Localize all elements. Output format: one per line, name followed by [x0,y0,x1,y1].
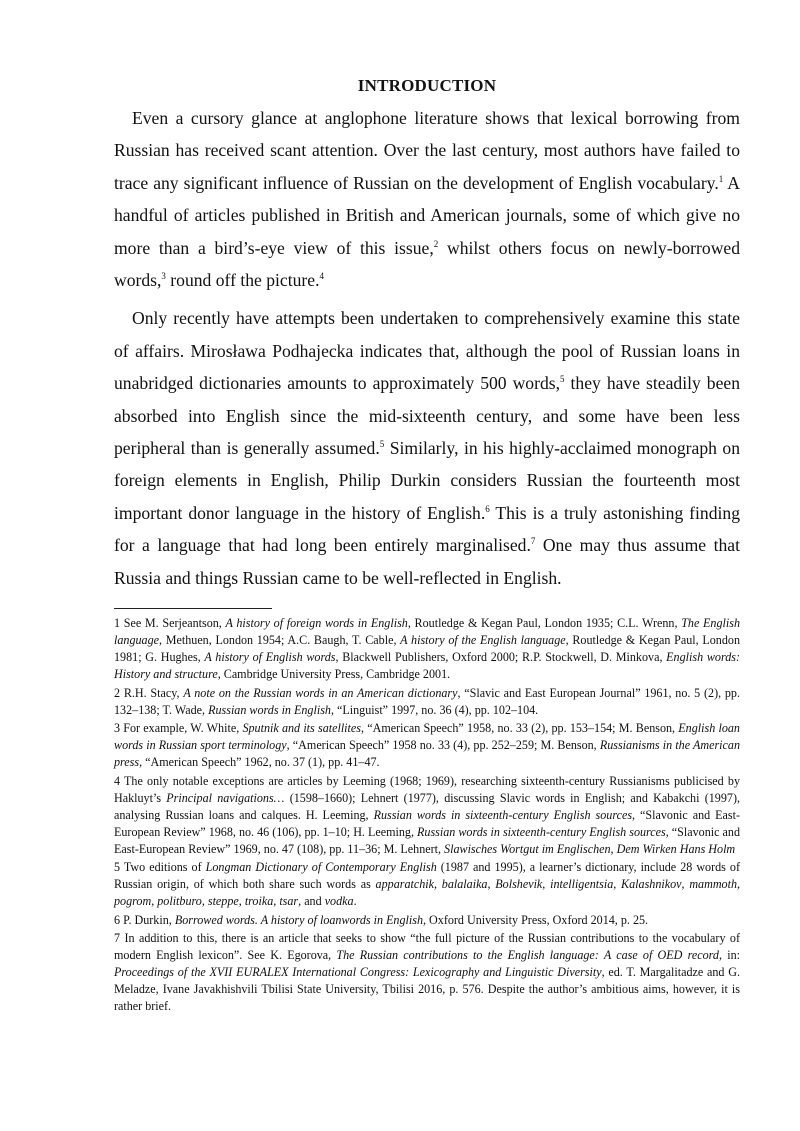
fn-title: The English language [114,616,740,648]
footnote-ref[interactable]: 4 [319,271,324,282]
fn-text: , Cambridge University Press, Cambridge 2001. [217,667,451,682]
fn-title: Longman Dictionary of Contemporary English [205,860,437,875]
fn-title: Sputnik and its satellites [242,721,361,736]
fn-text: . [353,894,357,909]
fn-word: Kalashnikov [621,877,682,892]
fn-text: 1 See M. Serjeantson, [114,616,226,631]
fn-word: vodka [324,894,354,909]
text-run: round off the picture. [165,270,320,291]
fn-text: , [238,894,245,909]
footnote-ref[interactable]: 1 [718,173,724,184]
fn-title: A history of foreign words in English [225,616,408,631]
document-page [114,72,740,1017]
fn-word: troika [244,894,274,909]
fn-text: , [613,877,622,892]
footnote-ref[interactable]: 3 [161,271,166,282]
fn-title: Russian words in English [208,702,331,717]
footnote-ref[interactable]: 7 [530,536,536,547]
footnote-7 [114,930,740,1015]
footnote-3 [114,720,740,771]
fn-text: , “Linguist” 1997, no. 36 (4), pp. 102–104. [330,702,539,717]
fn-text: , Methuen, London 1954; A.C. Baugh, T. Cable, [159,633,401,648]
fn-word: pogrom [114,894,152,909]
fn-title: Proceedings of the XVII EURALEX International Congress: Lexicography and Linguistic Diversity [114,965,602,980]
text-run: whilst others focus on newly-borrowed words, [114,237,741,291]
fn-text: 3 For example, W. White, [114,721,243,736]
fn-text: , [681,877,690,892]
text-run: One may thus assume that Russia and things Russian came to be well-reflected in English. [114,535,740,588]
fn-title: English words: History and structure [114,650,740,682]
fn-text: , [151,894,158,909]
body-paragraph-1 [114,102,740,296]
fn-text: (1598–1660); Lehnert (1977), discussing Slavic words in English; and Kabakchi (1997), analysing Russian loans and calques. H. Leeming, [114,790,740,822]
text-run: Similarly, in his highly-acclaimed monograph on foreign elements in English, Philip Durkin considers Russian the fourteenth most important donor language in the history of English. [114,438,741,523]
fn-text: 2 R.H. Stacy, [114,685,184,700]
footnote-5 [114,859,740,910]
fn-text: 4 The only notable exceptions are articles by Leeming (1968; 1969), researching sixteenth-century Russianisms publicised by Hakluyt’s [114,773,740,805]
fn-word: apparatchik [375,877,434,892]
fn-text: , [737,877,741,892]
fn-text: , [273,894,280,909]
footnote-separator [114,608,272,609]
fn-text: , “American Speech” 1958, no. 33 (2), pp. 153–154; M. Benson, [360,721,679,736]
fn-text: , Routledge & Kegan Paul, London 1935; C.L. Wrenn, [407,616,682,631]
footnote-ref[interactable]: 6 [485,503,490,514]
fn-title: A history of the English language [400,633,566,648]
footnote-6 [114,912,740,929]
fn-text: , and [298,894,325,909]
fn-text: 6 P. Durkin, [114,912,175,927]
fn-word: intelligentsia [550,877,614,892]
fn-text: , [434,877,442,892]
fn-text: , ed. T. Margalitadze and G. Meladze, Ivane Javakhishvili Tbilisi State University, Tbilisi 2016, p. 576. Despite the author’s ambitious aims, however, it is rather brief. [114,965,740,1014]
fn-title: A history of English words [204,650,336,665]
text-run: A handful of articles published in British and American journals, some of which give no more than a bird’s-eye view of this issue, [114,172,740,258]
footnote-ref[interactable]: 2 [433,238,439,249]
fn-title: Russian words in sixteenth-century English sources [373,807,633,822]
fn-text: , [201,894,208,909]
section-heading: INTRODUCTION [357,76,497,95]
fn-word: politburo [157,894,202,909]
fn-title: Borrowed words. A history of loanwords in English [174,912,423,927]
fn-text: , in: [718,948,740,963]
fn-word: balalaika [441,877,488,892]
fn-title: A note on the Russian words in an American dictionary [183,685,458,700]
fn-text: , Blackwell Publishers, Oxford 2000; R.P. Stockwell, D. Minkova, [335,650,667,665]
fn-title: Russian words in sixteenth-century English sources [417,824,666,839]
footnote-4 [114,773,740,858]
fn-text: 5 Two editions of [114,860,206,875]
body-paragraph-2 [114,302,740,594]
fn-text: 7 In addition to this, there is an article that seeks to show “the full picture of the Russian contributions to the vocabulary of modern English lexicon”. See K. Egorova, [114,931,740,963]
fn-word: tsar [279,894,299,909]
footnote-ref[interactable]: 5 [379,439,385,450]
footnote-ref[interactable]: 5 [560,374,565,385]
text-run: Even a cursory glance at anglophone literature shows that lexical borrowing from Russian has received scant attention. Over the last century, most authors have failed to trace any significant influence of Russian on the development of English vocabulary. [114,108,740,193]
text-run: Only recently have attempts been undertaken to comprehensively examine this state of affairs. Mirosława Podhajecka indicates that, although the pool of Russian loans in unabridged dictionaries amounts to approximately 500 words, [114,308,740,394]
fn-word: mammoth [689,877,738,892]
fn-text: , “American Speech” 1958 no. 33 (4), pp. 252–259; M. Benson, [286,738,600,753]
fn-text: , Routledge & Kegan Paul, London 1981; G. Hughes, [114,633,740,665]
fn-text: , “American Speech” 1962, no. 37 (1), pp. 41–47. [139,755,380,770]
fn-word: steppe [207,894,239,909]
text-run: they have steadily been absorbed into English since the mid-sixteenth century, and some have been less peripheral than is generally assumed. [114,373,740,459]
fn-title: Principal navigations… [166,790,285,805]
fn-word: Bolshevik [495,877,543,892]
fn-text: , [487,877,496,892]
fn-text: , Oxford University Press, Oxford 2014, p. 25. [423,912,649,927]
fn-text: , [542,877,551,892]
fn-title: The Russian contributions to the English language: A case of OED record [336,948,719,963]
fn-text: , “Slavonic and East-European Review” 1969, no. 47 (108), pp. 11–36; M. Lehnert, [114,824,740,856]
footnote-1 [114,615,740,683]
fn-title: English loan words in Russian sport terminology [114,721,740,753]
fn-text: , “Slavonic and East-European Review” 1968, no. 46 (106), pp. 1–10; H. Leeming, [114,807,740,839]
fn-text: , “Slavic and East European Journal” 1961, no. 5 (2), pp. 132–138; T. Wade, [114,685,741,717]
fn-title: Slawisches Wortgut im Englischen, Dem Wirken Hans Holm [444,841,736,856]
footnote-2 [114,685,740,719]
text-run: This is a truly astonishing finding for a language that had long been entirely marginalised. [114,502,740,556]
fn-text: (1987 and 1995), a learner’s dictionary, include 28 words of Russian origin, of which both share such words as [114,860,740,892]
fn-title: Russianisms in the American press [114,738,740,770]
